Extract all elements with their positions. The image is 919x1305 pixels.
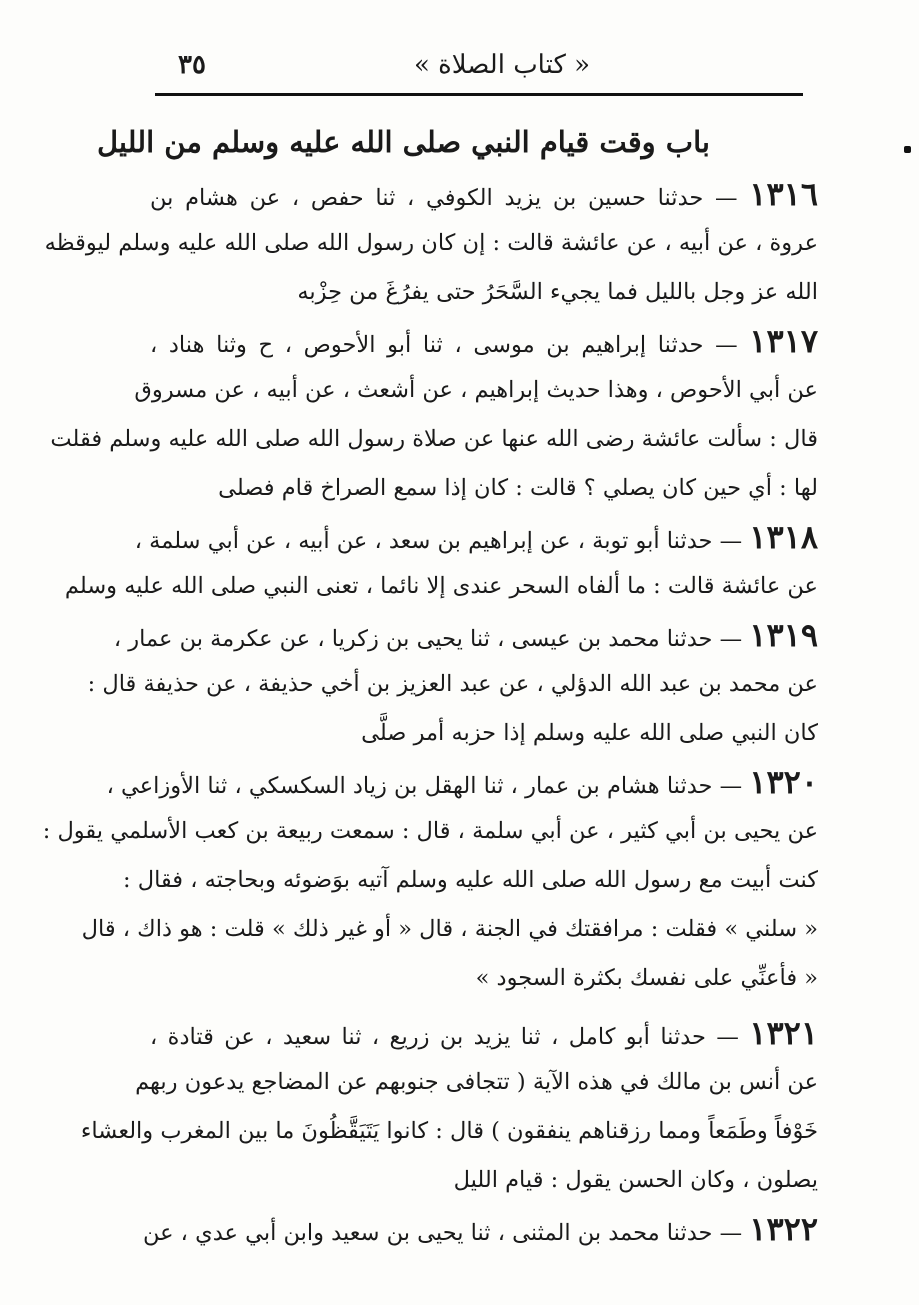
hadith-number: ١٣١٦ xyxy=(749,175,818,213)
hadith-first-line xyxy=(142,1205,818,1254)
hadith-line: كنت أبيت مع رسول الله صلى الله عليه وسلم آتيه بوَضوئه وبحاجته ، فقال : xyxy=(122,867,818,893)
hadith-line: قال : سألت عائشة رضى الله عنها عن صلاة رسول الله صلى الله عليه وسلم فقلت xyxy=(50,426,818,452)
hadith-first-line xyxy=(150,170,818,219)
hadith-number: ١٣٢٢ xyxy=(749,1210,818,1248)
hadith-line: عن أنس بن مالك في هذه الآية ( تتجافى جنوبهم عن المضاجع يدعون ربهم xyxy=(135,1069,818,1095)
running-title: « كتاب الصلاة » xyxy=(413,50,590,80)
hadith-first-line xyxy=(106,758,818,807)
hadith-line: عن أبي الأحوص ، وهذا حديث إبراهيم ، عن أشعث ، عن أبيه ، عن مسروق xyxy=(134,377,818,403)
hadith-first-line xyxy=(150,317,818,366)
hadith-1320 xyxy=(42,758,818,1003)
header-rule xyxy=(155,93,803,96)
hadith-text-body xyxy=(42,170,818,1254)
hadith-number: ١٣٢١ xyxy=(749,1014,818,1052)
hadith-opening: — حدثنا أبو توبة ، عن إبراهيم بن سعد ، عن أبيه ، عن أبي سلمة ، xyxy=(134,528,750,554)
hadith-number: ١٣١٨ xyxy=(749,518,818,556)
hadith-number: ١٣٢٠ xyxy=(749,763,818,801)
hadith-first-line xyxy=(113,611,818,660)
page-header xyxy=(150,44,800,86)
page-number: ٣٥ xyxy=(178,50,206,80)
hadith-1322 xyxy=(142,1205,818,1254)
hadith-line: الله عز وجل بالليل فما يجيء السَّحَرُ حتى يفرُغَ من حِزْبه xyxy=(297,279,818,305)
chapter-title: باب وقت قيام النبي صلى الله عليه وسلم من الليل xyxy=(96,125,710,159)
hadith-line: عروة ، عن أبيه ، عن عائشة قالت : إن كان رسول الله صلى الله عليه وسلم ليوقظه xyxy=(44,230,818,256)
hadith-line: « سلني » فقلت : مرافقتك في الجنة ، قال « أو غير ذلك » قلت : هو ذاك ، قال xyxy=(81,916,818,942)
hadith-line: لها : أي حين كان يصلي ؟ قالت : كان إذا سمع الصراخ قام فصلى xyxy=(218,475,818,501)
hadith-opening: — حدثنا إبراهيم بن موسى ، ثنا أبو الأحوص ، ح وثنا هناد ، xyxy=(150,332,750,358)
hadith-opening: — حدثنا محمد بن المثنى ، ثنا يحيى بن سعيد وابن أبي عدي ، عن xyxy=(142,1220,750,1246)
hadith-line: عن محمد بن عبد الله الدؤلي ، عن عبد العزيز بن أخي حذيفة ، عن حذيفة قال : xyxy=(87,671,818,697)
margin-mark xyxy=(904,146,911,153)
hadith-number: ١٣١٩ xyxy=(749,616,818,654)
hadith-opening: — حدثنا هشام بن عمار ، ثنا الهقل بن زياد السكسكي ، ثنا الأوزاعي ، xyxy=(106,773,750,799)
hadith-1318 xyxy=(64,513,818,611)
hadith-opening: — حدثنا حسين بن يزيد الكوفي ، ثنا حفص ، عن هشام بن xyxy=(150,185,750,211)
hadith-line: عن يحيى بن أبي كثير ، عن أبي سلمة ، قال : سمعت ربيعة بن كعب الأسلمي يقول : xyxy=(42,818,818,844)
hadith-first-line xyxy=(134,513,818,562)
hadith-1319 xyxy=(87,611,818,758)
hadith-line: عن عائشة قالت : ما ألفاه السحر عندى إلا نائما ، تعنى النبي صلى الله عليه وسلم xyxy=(64,573,818,599)
hadith-line: « فأعنِّي على نفسك بكثرة السجود » xyxy=(475,965,818,991)
hadith-line: يصلون ، وكان الحسن يقول : قيام الليل xyxy=(453,1167,818,1193)
hadith-line: كان النبي صلى الله عليه وسلم إذا حزبه أمر صلَّى xyxy=(361,720,818,746)
hadith-number: ١٣١٧ xyxy=(749,322,818,360)
hadith-1316 xyxy=(44,170,818,317)
hadith-opening: — حدثنا محمد بن عيسى ، ثنا يحيى بن زكريا ، عن عكرمة بن عمار ، xyxy=(113,626,750,652)
hadith-1321 xyxy=(80,1009,818,1205)
hadith-opening: — حدثنا أبو كامل ، ثنا يزيد بن زريع ، ثنا سعيد ، عن قتادة ، xyxy=(150,1024,750,1050)
hadith-first-line xyxy=(150,1009,818,1058)
hadith-line: خَوْفاً وطَمَعاً ومما رزقناهم ينفقون ) قال : كانوا يَتَيَقَّظُونَ ما بين المغرب والعشاء xyxy=(80,1118,818,1144)
hadith-1317 xyxy=(50,317,818,513)
